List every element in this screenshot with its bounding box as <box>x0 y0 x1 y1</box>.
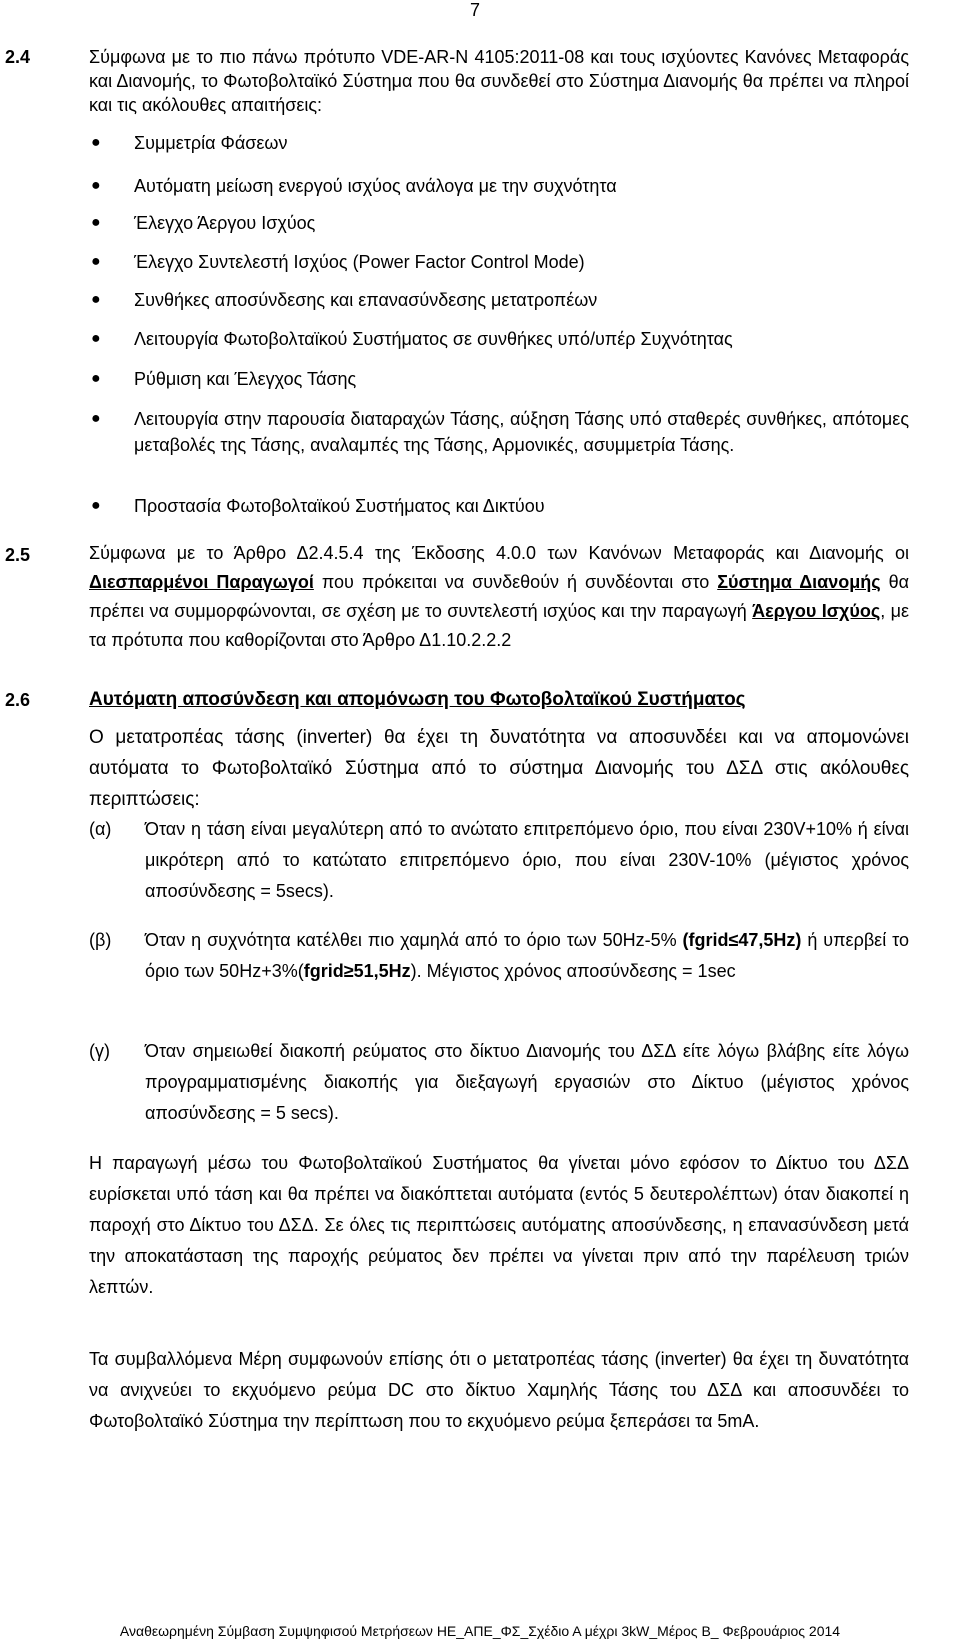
case-c-text: Όταν σημειωθεί διακοπή ρεύματος στο δίκτυο Διανομής του ΔΣΔ είτε λόγω βλάβης είτε λόγω προγραμματισμένης διακοπής για διεξαγωγή εργασιών στο Δίκτυο (μέγιστος χρόνος αποσύνδεσης = 5 secs). <box>145 1041 909 1123</box>
section-2-5-text: Σύμφωνα με το Άρθρο Δ2.4.5.4 της Έκδοσης 4.0.0 των Κανόνων Μεταφοράς και Διανομής οι Διεσπαρμένοι Παραγωγοί που πρόκειται να συνδεθούν ή συνδέονται στο Σύστημα Διανομής θα πρέπει να συμμορφώνονται, σε σχέση με το συντελεστή ισχύος και την παραγωγή Άεργου Ισχύος, με τα πρότυπα που καθορίζονται στο Άρθρο Δ1.10.2.2.2 <box>89 543 909 650</box>
term-reactive-power: Άεργου Ισχύος <box>752 601 881 621</box>
section-2-6-heading: Αυτόματη αποσύνδεση και απομόνωση του Φωτοβολταϊκού Συστήματος <box>89 689 746 710</box>
list-item: ● Λειτουργία Φωτοβολταϊκού Συστήματος σε συνθήκες υπό/υπέρ Συχνότητας <box>89 326 909 352</box>
list-item: ● Έλεγχο Άεργου Ισχύος <box>89 210 909 236</box>
bullet-icon: ● <box>91 214 101 231</box>
case-c-label: (γ) <box>89 1041 110 1061</box>
case-a-text: Όταν η τάση είναι μεγαλύτερη από το ανώτατο επιτρεπόμενο όριο, που είναι 230V+10% ή είναι μικρότερη από το κατώτατο επιτρεπόμενο όριο, που είναι 230V-10% (μέγιστος χρόνος αποσύνδεσης = 5secs). <box>145 819 909 901</box>
case-b-label: (β) <box>89 930 112 950</box>
list-item: ● Ρύθμιση και Έλεγχος Τάσης <box>89 366 909 392</box>
section-2-6-intro: Ο μετατροπέας τάσης (inverter) θα έχει τη δυνατότητα να αποσυνδέει και να απομονώνει αυτόματα το Φωτοβολταϊκό Σύστημα από το σύστημα Διανομής του ΔΣΔ στις ακόλουθες περιπτώσεις: <box>89 727 909 810</box>
case-b <box>89 925 909 1018</box>
section-2-6-paragraph-2: Τα συμβαλλόμενα Μέρη συμφωνούν επίσης ότι ο μετατροπέας τάσης (inverter) θα έχει τη δυνατότητα να ανιχνεύει το εκχυόμενο ρεύμα DC στο δίκτυο Χαμηλής Τάσης του ΔΣΔ και αποσυνδέει το Φωτοβολταϊκό Σύστημα την περίπτωση που το εκχυόμενο ρεύμα ξεπεράσει τα 5mA. <box>89 1349 909 1431</box>
section-number-2-6: 2.6 <box>5 690 31 710</box>
list-item: ● Έλεγχο Συντελεστή Ισχύος (Power Factor Control Mode) <box>89 249 909 275</box>
list-item: ● Αυτόματη μείωση ενεργού ισχύος ανάλογα με την συχνότητα <box>89 173 909 199</box>
case-b-text: Όταν η συχνότητα κατέλθει πιο χαμηλά από το όριο των 50Hz-5% (fgrid≤47,5Hz) ή υπερβεί το όριο των 50Hz+3%(fgrid≥51,5Hz). Μέγιστος χρόνος αποσύνδεσης = 1sec <box>145 930 909 981</box>
case-a-label: (α) <box>89 819 112 839</box>
bullet-icon: ● <box>91 253 101 270</box>
bullet-icon: ● <box>91 330 101 347</box>
list-item: ● Συμμετρία Φάσεων <box>89 130 909 156</box>
section-number-2-4: 2.4 <box>5 47 31 67</box>
bullet-icon: ● <box>91 177 101 194</box>
bullet-icon: ● <box>91 134 101 151</box>
case-c <box>89 1036 909 1129</box>
list-item: ● Λειτουργία στην παρουσία διαταραχών Τάσης, αύξηση Τάσης υπό σταθερές συνθήκες, απότομες μεταβολές της Τάσης, αναλαμπές της Τάσης, Αρμονικές, ασυμμετρία Τάσης. <box>89 406 909 458</box>
section-2-4-intro: Σύμφωνα με το πιο πάνω πρότυπο VDE-AR-N 4105:2011-08 και τους ισχύοντες Κανόνες Μεταφοράς και Διανομής, το Φωτοβολταϊκό Σύστημα που θα συνδεθεί στο Σύστημα Διανομής θα πρέπει να πληροί και τις ακόλουθες απαιτήσεις: <box>89 47 909 115</box>
case-a <box>89 814 909 907</box>
page-number: 7 <box>470 0 481 20</box>
term-dispersed-producers: Διεσπαρμένοι Παραγωγοί <box>89 572 314 592</box>
list-item: ● Προστασία Φωτοβολταϊκού Συστήματος και Δικτύου <box>89 493 909 519</box>
section-number-2-5: 2.5 <box>5 545 31 565</box>
bullet-icon: ● <box>91 370 101 387</box>
bullet-icon: ● <box>91 410 101 427</box>
list-item: ● Συνθήκες αποσύνδεσης και επανασύνδεσης μετατροπέων <box>89 287 909 313</box>
section-2-6-paragraph-1: Η παραγωγή μέσω του Φωτοβολταϊκού Συστήματος θα γίνεται μόνο εφόσον το Δίκτυο του ΔΣΔ ευρίσκεται υπό τάση και θα πρέπει να διακόπτεται αυτόματα (εντός 5 δευτερολέπτων) όταν διακοπεί η παροχή στο Δίκτυο του ΔΣΔ. Σε όλες τις περιπτώσεις αυτόματης αποσύνδεσης, η επανασύνδεση μετά την αποκατάσταση της παροχής ρεύματος δεν πρέπει να γίνεται πριν από την παρέλευση τριών λεπτών. <box>89 1153 909 1297</box>
bullet-icon: ● <box>91 497 101 514</box>
bullet-icon: ● <box>91 291 101 308</box>
page-footer: Αναθεωρημένη Σύμβαση Συμψηφισού Μετρήσεων ΗΕ_ΑΠΕ_ΦΣ_Σχέδιο Α μέχρι 3kW_Μέρος Β_ Φεβρουάριος 2014 <box>119 1623 841 1639</box>
term-distribution-system: Σύστημα Διανομής <box>717 572 881 592</box>
